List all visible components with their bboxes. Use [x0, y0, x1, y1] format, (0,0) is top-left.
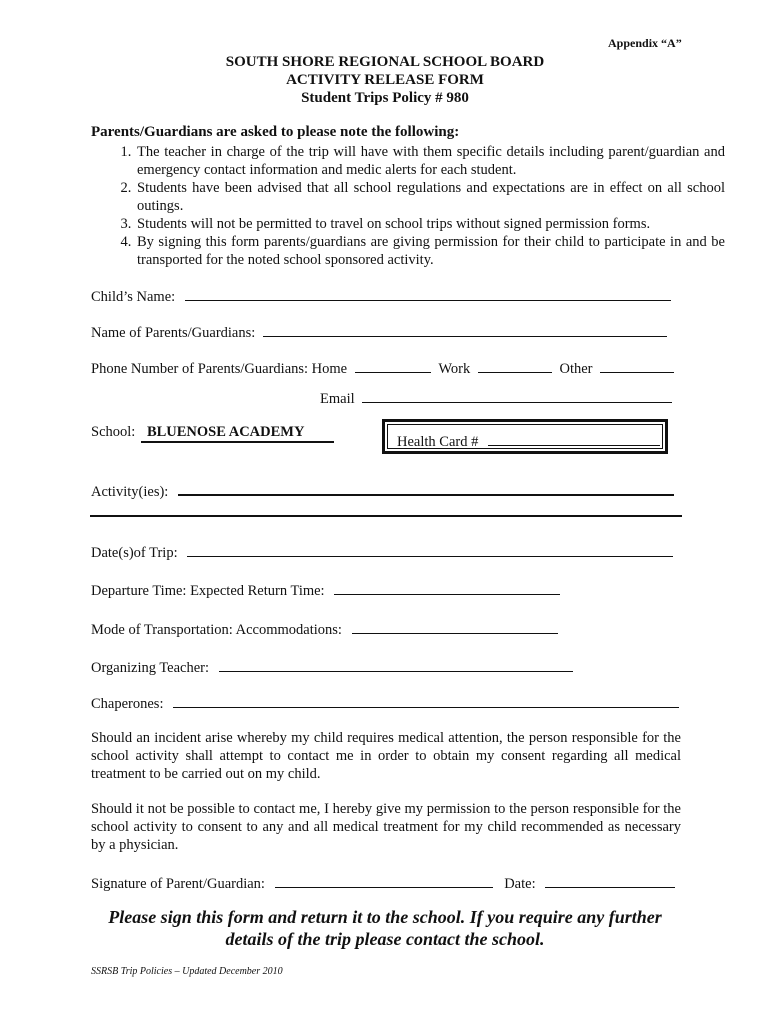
notes-list [91, 143, 725, 269]
signature-date-label: Date: [504, 876, 536, 892]
parents-name-row [91, 322, 667, 342]
signature-date-field[interactable] [545, 873, 675, 888]
health-card-box [382, 419, 668, 454]
childs-name-row [91, 286, 671, 306]
note-item: 3. Students will not be permitted to travel on school trips without signed permission forms. [135, 215, 725, 233]
email-field[interactable] [362, 388, 672, 403]
note-item: 1. The teacher in charge of the trip will have with them specific details including parent/guardian and emergency contact information and medic alerts for each student. [135, 143, 725, 179]
note-item: 4. By signing this form parents/guardians are giving permission for their child to participate in and be transported for the noted school sponsored activity. [135, 233, 725, 269]
dates-row [91, 542, 673, 562]
parents-name-field[interactable] [263, 322, 667, 337]
school-label: School: [91, 424, 136, 440]
chaperones-label: Chaperones: [91, 696, 164, 712]
phone-work-label: Work [438, 361, 471, 377]
chaperones-row [91, 693, 679, 713]
phone-home-field[interactable] [355, 358, 431, 373]
permission-paragraph: Should it not be possible to contact me, I hereby give my permission to the person responsible for the school activity to consent to any and all medical treatment for my child recommended as necessary by a physician. [91, 801, 681, 853]
closing-line-2: details of the trip please contact the school. [225, 929, 545, 949]
phone-other-label: Other [559, 361, 593, 377]
dates-label: Date(s)of Trip: [91, 545, 178, 561]
phone-other-field[interactable] [600, 358, 674, 373]
teacher-field[interactable] [219, 657, 573, 672]
activities-label: Activity(ies): [91, 484, 169, 500]
departure-field[interactable] [334, 580, 560, 595]
transport-label: Mode of Transportation: Accommodations: [91, 622, 342, 638]
signature-field[interactable] [275, 873, 493, 888]
email-row [320, 388, 672, 408]
phone-home-label: Phone Number of Parents/Guardians: Home [91, 361, 348, 377]
footer-note: SSRSB Trip Policies – Updated December 2010 [91, 966, 283, 977]
transport-field[interactable] [352, 619, 558, 634]
teacher-row [91, 657, 573, 677]
closing-line-1: Please sign this form and return it to the school. If you require any further [108, 907, 662, 927]
health-card-row [397, 431, 660, 451]
section-divider [90, 515, 682, 517]
board-name-heading: SOUTH SHORE REGIONAL SCHOOL BOARD [225, 54, 545, 70]
activities-field[interactable] [178, 480, 674, 496]
form-title-heading: ACTIVITY RELEASE FORM [286, 72, 484, 88]
health-card-field[interactable] [488, 431, 660, 446]
policy-heading: Student Trips Policy # 980 [301, 90, 469, 106]
signature-label: Signature of Parent/Guardian: [91, 876, 265, 892]
school-row [91, 424, 334, 443]
health-card-label: Health Card # [397, 434, 479, 450]
consent-paragraph: Should an incident arise whereby my child requires medical attention, the person responsible for the school activity shall attempt to contact me in order to obtain my consent regarding all medical treatment to be carried out on my child. [91, 730, 681, 782]
parents-name-label: Name of Parents/Guardians: [91, 325, 256, 341]
childs-name-label: Child’s Name: [91, 289, 176, 305]
transport-row [91, 619, 558, 639]
appendix-label: Appendix “A” [608, 36, 682, 50]
activities-row [91, 480, 674, 501]
notes-intro: Parents/Guardians are asked to please note the following: [91, 124, 460, 140]
chaperones-field[interactable] [173, 693, 679, 708]
departure-label: Departure Time: Expected Return Time: [91, 583, 325, 599]
note-item: 2. Students have been advised that all school regulations and expectations are in effect on all school outings. [135, 179, 725, 215]
closing-instructions [0, 906, 770, 950]
phone-row [91, 358, 674, 378]
departure-row [91, 580, 560, 600]
school-value[interactable]: BLUENOSE ACADEMY [141, 424, 335, 443]
dates-field[interactable] [187, 542, 673, 557]
signature-row [91, 873, 675, 893]
teacher-label: Organizing Teacher: [91, 660, 210, 676]
childs-name-field[interactable] [185, 286, 671, 301]
email-label: Email [320, 391, 355, 407]
phone-work-field[interactable] [478, 358, 552, 373]
